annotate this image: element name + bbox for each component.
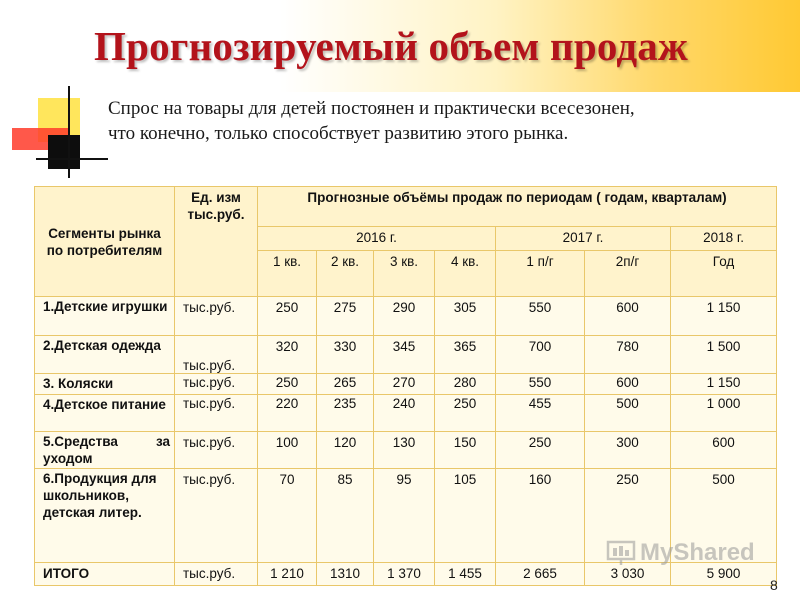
value-cell: 250 [258, 374, 317, 395]
value-cell: 345 [374, 336, 435, 374]
header-subperiod: 1 п/г [496, 251, 585, 297]
total-value-cell: 1 210 [258, 563, 317, 586]
value-cell: 780 [585, 336, 671, 374]
value-cell: 600 [585, 374, 671, 395]
total-label: ИТОГО [35, 563, 175, 586]
total-value-cell: 1310 [317, 563, 374, 586]
segment-name-part: 5.Средства [43, 434, 118, 449]
unit-cell: тыс.руб. [175, 395, 258, 432]
unit-cell: тыс.руб. [175, 374, 258, 395]
sales-forecast-table [34, 186, 777, 586]
total-value-cell: 3 030 [585, 563, 671, 586]
value-cell: 500 [585, 395, 671, 432]
total-value-cell: 2 665 [496, 563, 585, 586]
value-cell: 250 [496, 432, 585, 469]
segment-name [35, 432, 175, 469]
table-row [35, 469, 777, 563]
value-cell: 1 150 [671, 297, 777, 336]
value-cell: 500 [671, 469, 777, 563]
decor-horizontal-line [36, 158, 108, 160]
value-cell: 120 [317, 432, 374, 469]
unit-cell: тыс.руб. [175, 432, 258, 469]
value-cell: 550 [496, 374, 585, 395]
table-row [35, 297, 777, 336]
segment-name: 6.Продукция для школьников, детская литер. [35, 469, 175, 563]
total-value-cell: 1 370 [374, 563, 435, 586]
value-cell: 600 [585, 297, 671, 336]
header-year: 2018 г. [671, 227, 777, 251]
segment-name: 3. Коляски [35, 374, 175, 395]
segment-name: 1.Детские игрушки [35, 297, 175, 336]
slide-subtitle [108, 96, 788, 146]
total-value-cell: 1 455 [435, 563, 496, 586]
header-subperiod: 2п/г [585, 251, 671, 297]
unit-cell: тыс.руб. [175, 469, 258, 563]
subtitle-line: что конечно, только способствует развитию этого рынка. [108, 123, 569, 144]
segment-name-part: за [155, 434, 170, 449]
value-cell: 700 [496, 336, 585, 374]
watermark-text: MyShared [640, 539, 755, 566]
value-cell: 1 150 [671, 374, 777, 395]
unit-cell: тыс.руб. [175, 297, 258, 336]
value-cell: 305 [435, 297, 496, 336]
segment-name: 2.Детская одежда [35, 336, 175, 374]
value-cell: 275 [317, 297, 374, 336]
segment-name-part: уходом [43, 451, 93, 466]
header-subperiod: 4 кв. [435, 251, 496, 297]
value-cell: 250 [258, 297, 317, 336]
decor-black-square [48, 135, 80, 169]
value-cell: 70 [258, 469, 317, 563]
subtitle-line: Спрос на товары для детей постоянен и практически всесезонен, [108, 98, 635, 119]
value-cell: 600 [671, 432, 777, 469]
value-cell: 95 [374, 469, 435, 563]
value-cell: 300 [585, 432, 671, 469]
table-row [35, 432, 777, 469]
value-cell: 220 [258, 395, 317, 432]
table-row [35, 374, 777, 395]
total-row [35, 563, 777, 586]
header-subperiod: 2 кв. [317, 251, 374, 297]
header-year: 2016 г. [258, 227, 496, 251]
value-cell: 550 [496, 297, 585, 336]
header-periods: Прогнозные объёмы продаж по периодам ( годам, кварталам) [258, 187, 777, 227]
value-cell: 1 000 [671, 395, 777, 432]
value-cell: 250 [435, 395, 496, 432]
decor-vertical-line [68, 86, 70, 178]
unit-cell: тыс.руб. [175, 336, 258, 374]
value-cell: 235 [317, 395, 374, 432]
value-cell: 365 [435, 336, 496, 374]
header-subperiod: 3 кв. [374, 251, 435, 297]
header-subperiod: 1 кв. [258, 251, 317, 297]
value-cell: 270 [374, 374, 435, 395]
value-cell: 265 [317, 374, 374, 395]
header-year: 2017 г. [496, 227, 671, 251]
value-cell: 280 [435, 374, 496, 395]
value-cell: 100 [258, 432, 317, 469]
value-cell: 130 [374, 432, 435, 469]
value-cell: 1 500 [671, 336, 777, 374]
value-cell: 250 [585, 469, 671, 563]
value-cell: 330 [317, 336, 374, 374]
slide-title: Прогнозируемый объем продаж [94, 23, 688, 69]
table-row [35, 336, 777, 374]
table-row [35, 395, 777, 432]
header-segment: Сегменты рынка по потребителям [35, 187, 175, 297]
value-cell: 290 [374, 297, 435, 336]
value-cell: 455 [496, 395, 585, 432]
page-number: 8 [770, 577, 778, 593]
header-unit: Ед. изм тыс.руб. [175, 187, 258, 297]
value-cell: 150 [435, 432, 496, 469]
unit-cell: тыс.руб. [175, 563, 258, 586]
value-cell: 240 [374, 395, 435, 432]
total-value-cell: 5 900 [671, 563, 777, 586]
header-subperiod: Год [671, 251, 777, 297]
value-cell: 105 [435, 469, 496, 563]
segment-name: 4.Детское питание [35, 395, 175, 432]
value-cell: 160 [496, 469, 585, 563]
value-cell: 85 [317, 469, 374, 563]
value-cell: 320 [258, 336, 317, 374]
